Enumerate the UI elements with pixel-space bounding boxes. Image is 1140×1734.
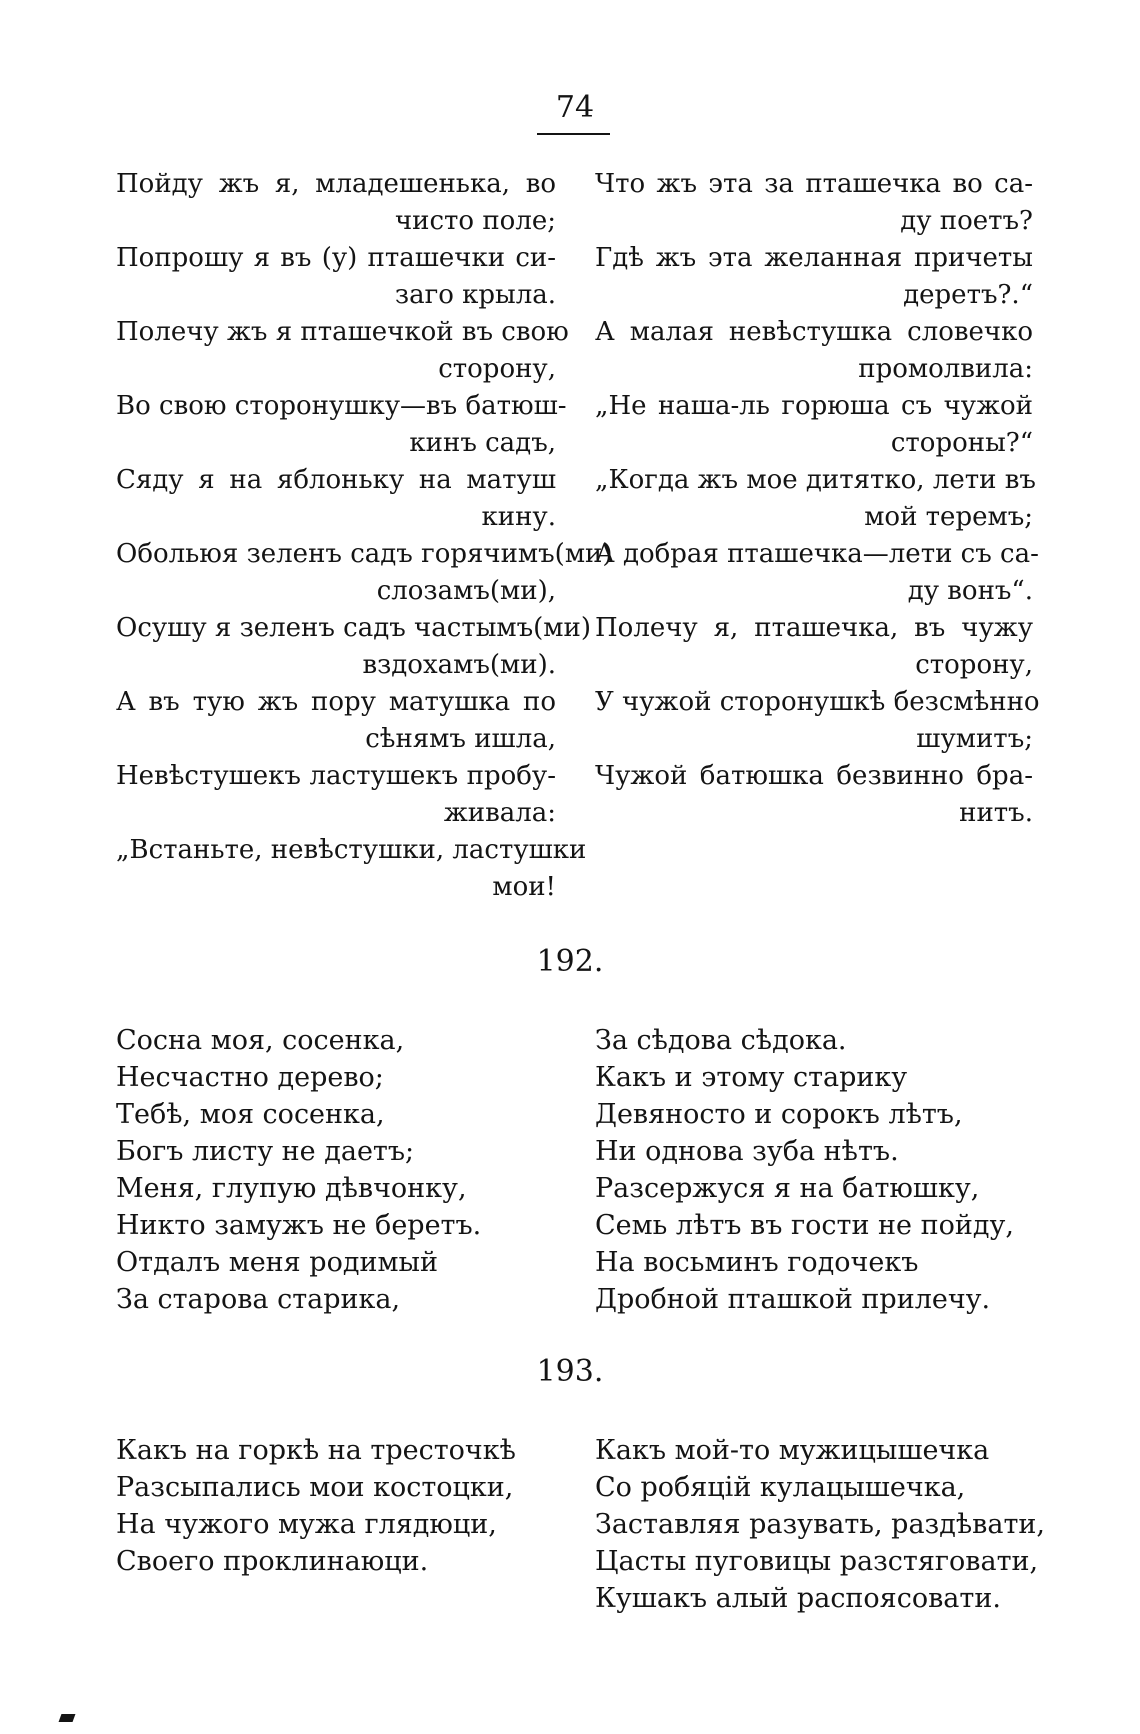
verse-line: Своего проклинаюци. (116, 1546, 429, 1577)
verse-line: Попрошу я въ (у) пташечки си- (116, 243, 556, 273)
verse-line: Что жъ эта за пташечка во са- (595, 169, 1033, 199)
verse-line: Со робяцій кулацышечка, (595, 1472, 966, 1503)
verse-line: „Не наша-ль горюша съ чужой (595, 391, 1033, 421)
verse-stanza (595, 610, 1033, 684)
verse-line: Никто замужъ не беретъ. (116, 1210, 482, 1241)
verse-stanza (595, 462, 1036, 536)
verse-line-continuation: ду поетъ? (900, 206, 1033, 236)
verse-line-continuation: заго крыла. (394, 280, 556, 310)
printer-mark (59, 1714, 76, 1722)
verse-line: Обольюя зеленъ садъ горячимъ(ми) (116, 539, 613, 569)
verse-line-continuation: нитъ. (959, 798, 1033, 828)
verse-line-continuation: сторону, (438, 354, 556, 384)
verse-stanza (116, 388, 567, 462)
verse-line: На чужого мужа глядюци, (116, 1509, 497, 1540)
verse-line: А въ тую жъ пору матушка по (116, 687, 556, 717)
verse-line: Цасты пуговицы разстяговати, (595, 1546, 1039, 1577)
verse-stanza (595, 388, 1033, 462)
verse-line-continuation: мой теремъ; (864, 502, 1033, 532)
verse-line: „Встаньте, невѣстушки, ластушки (116, 835, 587, 865)
verse-line: Ни однова зуба нѣтъ. (595, 1136, 899, 1167)
verse-line: Во свою сторонушку—въ батюш- (116, 391, 567, 421)
verse-stanza (116, 462, 556, 536)
verse-line: Семь лѣтъ въ гости не пойду, (595, 1210, 1014, 1241)
verse-line: Сосна моя, сосенка, (116, 1025, 405, 1056)
verse-line: Какъ мой-то мужицышечка (595, 1435, 990, 1466)
verse-stanza (595, 758, 1033, 832)
verse-stanza (116, 610, 591, 684)
verse-line: Разсержуся я на батюшку, (595, 1173, 980, 1204)
page-number: 74 (555, 90, 595, 125)
verse-stanza (116, 240, 556, 314)
verse-stanza (116, 684, 556, 758)
continued-song-right-column (595, 166, 1040, 832)
song-192-right-column (595, 1022, 1033, 1318)
verse-line: Тебѣ, моя сосенка, (116, 1099, 385, 1130)
verse-stanza (595, 536, 1039, 610)
verse-line-continuation: сѣнямъ ишла, (365, 724, 556, 754)
verse-stanza (116, 314, 569, 388)
verse-stanza (116, 758, 556, 832)
verse-stanza (595, 240, 1033, 314)
verse-stanza (595, 684, 1040, 758)
verse-line: Заставляя разувать, раздѣвати, (595, 1509, 1045, 1540)
verse-line: Богъ листу не даетъ; (116, 1136, 415, 1167)
verse-line: Разсыпались мои костоцки, (116, 1472, 514, 1503)
verse-line: Гдѣ жъ эта желанная причеты (595, 243, 1033, 273)
verse-stanza (116, 166, 556, 240)
verse-line-continuation: мои! (492, 872, 556, 902)
verse-line-continuation: живала: (443, 798, 556, 828)
song-193-left-column (116, 1432, 536, 1580)
verse-line: Какъ на горкѣ на тресточкѣ (116, 1435, 516, 1466)
verse-line: На восьминъ годочекъ (595, 1247, 919, 1278)
verse-line-continuation: шумитъ; (916, 724, 1033, 754)
song-192-left-column (116, 1022, 536, 1318)
continued-song-left-column (116, 166, 613, 906)
verse-line: Девяносто и сорокъ лѣтъ, (595, 1099, 963, 1130)
verse-line-continuation: ду вонъ“. (907, 576, 1033, 606)
verse-line: Полечу жъ я пташечкой въ свою (116, 317, 569, 347)
verse-line-continuation: чисто поле; (394, 206, 556, 236)
verse-stanza (595, 314, 1033, 388)
verse-line: „Когда жъ мое дитятко, лети въ (595, 465, 1036, 495)
verse-line: Дробной пташкой прилечу. (595, 1284, 991, 1315)
verse-line: А добрая пташечка—лети съ са- (595, 539, 1039, 569)
verse-line-continuation: сторону, (915, 650, 1033, 680)
verse-line-continuation: кину. (481, 502, 556, 532)
verse-line-continuation: стороны?“ (890, 428, 1033, 458)
verse-line: Какъ и этому старику (595, 1062, 908, 1093)
verse-stanza (595, 166, 1033, 240)
verse-line: За старова старика, (116, 1284, 401, 1315)
verse-line: Несчастно дерево; (116, 1062, 384, 1093)
verse-line: Пойду жъ я, младешенька, во (116, 169, 556, 199)
verse-line: Кушакъ алый распоясовати. (595, 1583, 1001, 1614)
verse-line: Осушу я зеленъ садъ частымъ(ми) (116, 613, 591, 643)
verse-line-continuation: вздохамъ(ми). (362, 650, 556, 680)
song-193-right-column (595, 1432, 1045, 1617)
song-number-193: 193. (536, 1354, 604, 1389)
verse-line: У чужой сторонушкѣ безсмѣнно (595, 687, 1040, 717)
verse-line-continuation: кинъ садъ, (409, 428, 556, 458)
verse-line: Невѣстушекъ ластушекъ пробу- (116, 761, 556, 791)
verse-line-continuation: промолвила: (858, 354, 1033, 384)
verse-line: Полечу я, пташечка, въ чужу (595, 613, 1033, 643)
page-number-rule (537, 133, 610, 135)
song-number-192: 192. (536, 944, 604, 979)
verse-line-continuation: деретъ?.“ (903, 280, 1033, 310)
verse-stanza (116, 536, 613, 610)
verse-line: Сяду я на яблоньку на матуш (116, 465, 556, 495)
verse-stanza (116, 832, 587, 906)
verse-line: А малая невѣстушка словечко (595, 317, 1033, 347)
verse-line: За сѣдова сѣдока. (595, 1025, 847, 1056)
verse-line: Меня, глупую дѣвчонку, (116, 1173, 467, 1204)
verse-line-continuation: слозамъ(ми), (376, 576, 556, 606)
verse-line: Отдалъ меня родимый (116, 1247, 438, 1278)
verse-line: Чужой батюшка безвинно бра- (595, 761, 1033, 791)
